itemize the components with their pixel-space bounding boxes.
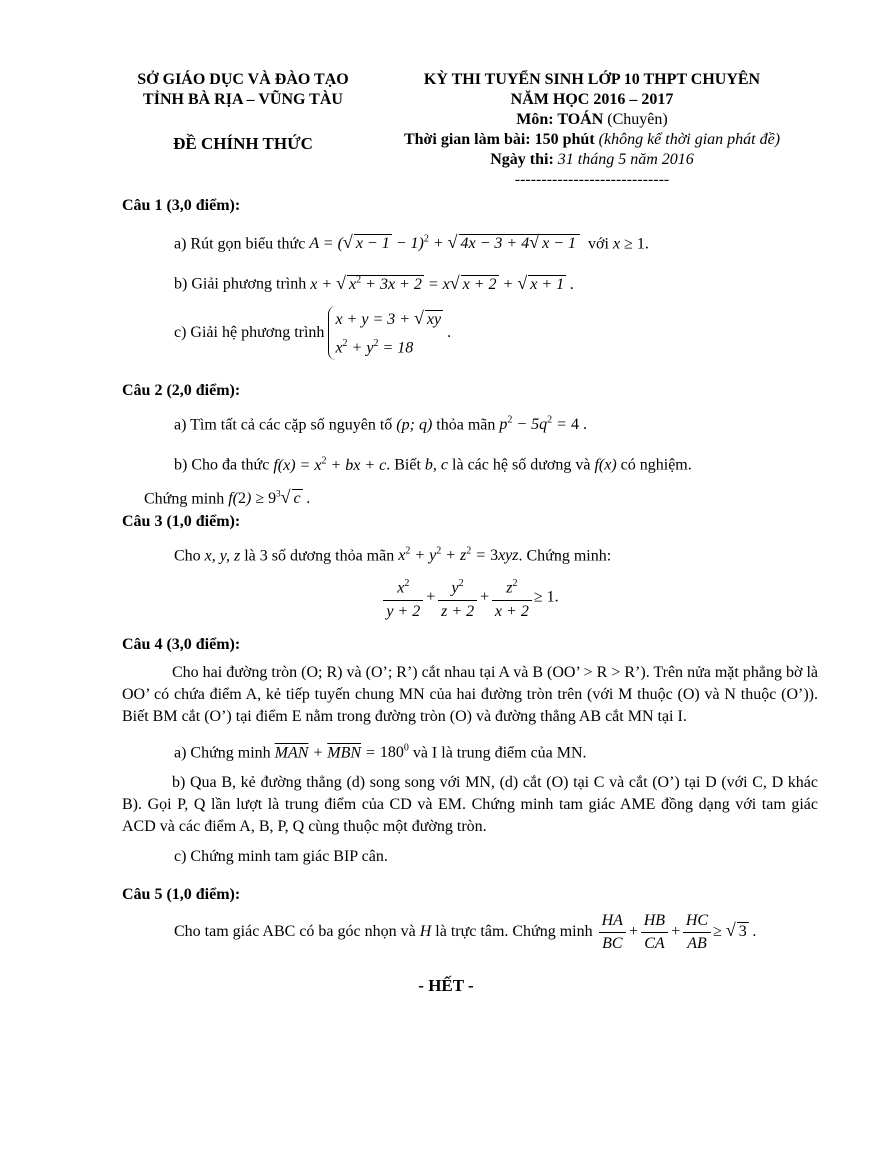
question-1-title: Câu 1 (3,0 điểm): xyxy=(122,197,241,214)
header-divider: ----------------------------- xyxy=(514,171,670,188)
formula-4a: $\overline{MAN} + \overline{MBN} = 180^0$ xyxy=(274,743,409,762)
province-name: TỈNH BÀ RỊA – VŨNG TÀU xyxy=(143,91,343,108)
header-left xyxy=(108,70,378,110)
question-5-statement: Cho tam giác ABC có ba góc nhọn và H là trực tâm. Chứng minh $\frac{HA}{BC}$ + $\frac{HB}{CA}$ + $\frac{HC}{AB}$ ≥ √ 3 . xyxy=(174,912,757,952)
official-label: ĐỀ CHÍNH THỨC xyxy=(173,134,313,153)
question-4-intro: Cho hai đường tròn (O; R) và (O’; R’) cắt nhau tại A và B (OO’ > R > R’). Trên nửa mặt phẳng bờ là OO’ có chứa điểm A, kẻ tiếp tuyến chung MN của hai đường tròn trên (với M thuộc (O) và N thuộc (O’)). Biết BM cắt (O’) tại điểm E nằm trong đường tròn (O) và đường thẳng AB cắt MN tại I. xyxy=(122,664,818,725)
question-1c: c) Giải hệ phương trình x + y = 3 + √ xy $x^2 + y^2 = 18$ . xyxy=(122,306,818,360)
end-marker: - HẾT - xyxy=(418,976,474,995)
formula-2b-poly: $f(x) = x^2$ + bx + c xyxy=(273,455,387,474)
header-right xyxy=(372,70,812,190)
formula-2a: $p^2 - 5q^2 = 4$ . xyxy=(499,415,587,434)
question-3-title: Câu 3 (1,0 điểm): xyxy=(122,513,241,530)
question-4b: b) Qua B, kẻ đường thẳng (d) song song với MN, (d) cắt (O) tại C và cắt (O’) tại D (với C, D khác B). Gọi P, Q lần lượt là trung điểm của CD và EM. Chứng minh tam giác AME đồng dạng với tam giác ACD và các điểm A, B, P, Q cùng thuộc một đường tròn. xyxy=(122,774,818,836)
school-year: NĂM HỌC 2016 – 2017 xyxy=(510,91,674,108)
question-1 xyxy=(122,197,818,360)
formula-3-inequality: $\frac{x^2}{y + 2}$ + $\frac{y^2}{z + 2}$ + $\frac{z^2}{x + 2}$ ≥ 1. xyxy=(122,573,818,622)
formula-5: $\frac{HA}{BC}$ + $\frac{HB}{CA}$ + $\frac{HC}{AB}$ ≥ √ 3 . xyxy=(597,923,757,940)
question-2b: b) Cho đa thức $f(x) = x^2$ + bx + c. Biết b, c là các hệ số dương và f(x) có nghiệm. xyxy=(174,455,692,474)
subject-line: Môn: TOÁN (Chuyên) xyxy=(516,111,668,128)
question-5-title: Câu 5 (1,0 điểm): xyxy=(122,886,241,903)
question-1b: b) Giải phương trình x + √ $x^2 + 3x + 2 = x√$ x + 2 + √ x + 1 . xyxy=(174,272,575,293)
question-4 xyxy=(122,636,818,868)
question-2-title: Câu 2 (2,0 điểm): xyxy=(122,382,241,399)
formula-1c-system: x + y = 3 + √ xy $x^2 + y^2 = 18$ xyxy=(328,306,443,360)
formula-3-condition: $x^2 + y^2 + z^2 = 3xyz$ xyxy=(398,546,519,565)
question-2b-prove: Chứng minh $f(2) \ge 9^3√$ c . xyxy=(144,486,311,507)
formula-1b: x + √ $x^2 + 3x + 2 = x√$ x + 2 + √ x + 1 . xyxy=(310,272,575,293)
formula-1a: A = (√ x − 1 − 1)$^2$ + √ 4x − 3 + 4√ x − 1 xyxy=(309,235,580,252)
formula-2b: $f(2) \ge 9^3√$ c . xyxy=(228,486,311,507)
question-2 xyxy=(122,382,818,510)
department-name: SỞ GIÁO DỤC VÀ ĐÀO TẠO xyxy=(137,71,349,88)
question-5 xyxy=(122,886,818,955)
question-4c: c) Chứng minh tam giác BIP cân. xyxy=(174,848,388,866)
question-4-title: Câu 4 (3,0 điểm): xyxy=(122,636,241,653)
question-3-statement: Cho x, y, z là 3 số dương thỏa mãn $x^2 + y^2 + z^2 = 3xyz$. Chứng minh: xyxy=(174,546,612,565)
question-3 xyxy=(122,513,818,623)
question-2a: a) Tìm tất cả các cặp số nguyên tố (p; q) thỏa mãn $p^2 - 5q^2 = 4$ . xyxy=(174,415,587,434)
question-1a: a) Rút gọn biểu thức A = (√ x − 1 − 1)$^2$ + √ 4x − 3 + 4√ x − 1 với x ≥ 1. xyxy=(174,232,649,253)
date-line: Ngày thi: 31 tháng 5 năm 2016 xyxy=(490,151,694,168)
exam-title: KỲ THI TUYỂN SINH LỚP 10 THPT CHUYÊN xyxy=(423,71,761,88)
time-line: Thời gian làm bài: 150 phút (không kể thời gian phát đề) xyxy=(403,131,781,148)
question-4a: a) Chứng minh $\overline{MAN} + \overline{MBN} = 180^0$ và I là trung điểm của MN. xyxy=(174,743,587,762)
